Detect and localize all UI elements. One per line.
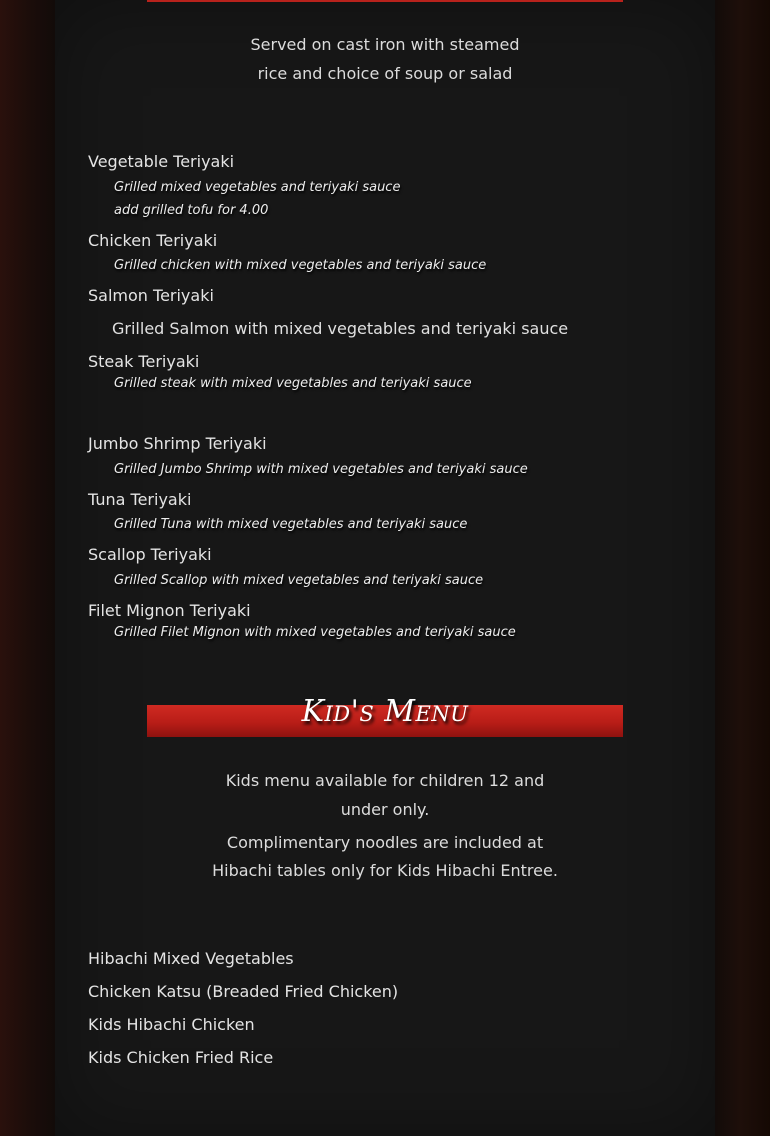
menu-item-name: Tuna Teriyaki [88,490,192,509]
kids-note-line-2: under only. [340,800,430,819]
menu-item-description: Grilled steak with mixed vegetables and teriyaki sauce [114,376,472,391]
menu-item-description: Grilled mixed vegetables and teriyaki sauce [114,180,401,195]
menu-item-name: Vegetable Teriyaki [88,152,235,171]
section-title-kids-menu: Kid's Menu [301,694,469,729]
menu-item-description: Grilled Salmon with mixed vegetables and teriyaki sauce [112,319,569,338]
menu-item-name: Chicken Teriyaki [88,231,218,250]
kids-note-line-3: Complimentary noodles are included at [226,833,544,852]
menu-item-addon: add grilled tofu for 4.00 [114,203,269,218]
menu-item-description: Grilled chicken with mixed vegetables and teriyaki sauce [114,258,487,273]
menu-item-description: Grilled Jumbo Shrimp with mixed vegetables and teriyaki sauce [114,462,528,477]
menu-item-name: Salmon Teriyaki [88,286,214,305]
kids-menu-item: Hibachi Mixed Vegetables [88,949,294,968]
menu-item-name: Jumbo Shrimp Teriyaki [88,434,267,453]
menu-item-name: Steak Teriyaki [88,352,200,371]
kids-note-line-1: Kids menu available for children 12 and [225,771,545,790]
menu-item-description: Grilled Filet Mignon with mixed vegetables and teriyaki sauce [114,625,516,640]
intro-line-1: Served on cast iron with steamed [250,35,520,54]
menu-item-name: Filet Mignon Teriyaki [88,601,251,620]
intro-line-2: rice and choice of soup or salad [257,64,513,83]
kids-note-line-4: Hibachi tables only for Kids Hibachi Entree. [212,861,558,880]
menu-item-description: Grilled Scallop with mixed vegetables and teriyaki sauce [114,573,484,588]
menu-item-name: Scallop Teriyaki [88,545,212,564]
kids-menu-item: Kids Hibachi Chicken [88,1015,255,1034]
section-divider-bar [147,0,623,2]
menu-item-description: Grilled Tuna with mixed vegetables and teriyaki sauce [114,517,468,532]
kids-menu-item: Chicken Katsu (Breaded Fried Chicken) [88,982,399,1001]
kids-menu-item: Kids Chicken Fried Rice [88,1048,274,1067]
